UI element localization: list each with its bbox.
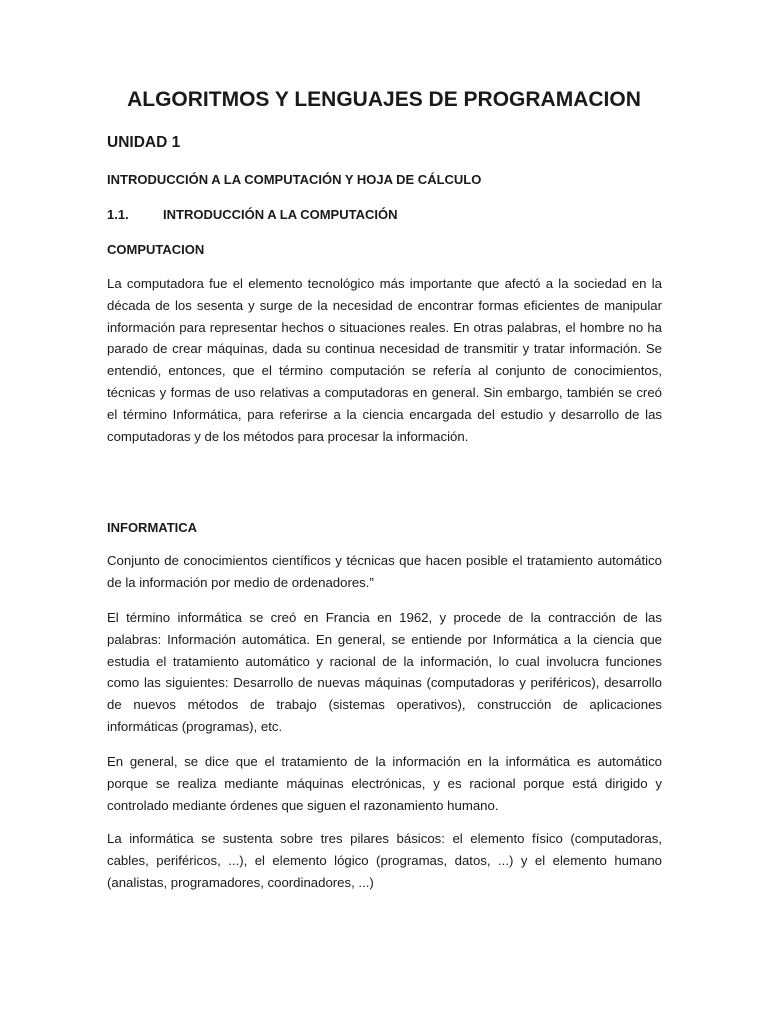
- informatica-paragraph-1: Conjunto de conocimientos científicos y técnicas que hacen posible el tratamiento automático de la información por medio de ordenadores.”: [107, 553, 662, 590]
- section-number: 1.1.: [107, 207, 129, 222]
- document-title: ALGORITMOS Y LENGUAJES DE PROGRAMACION: [127, 88, 641, 111]
- section-heading: [107, 207, 397, 222]
- informatica-paragraph-4: La informática se sustenta sobre tres pilares básicos: el elemento físico (computadoras, cables, periféricos, ...), el elemento lógico (programas, datos, ...) y el elemento humano (analistas, programadores, coordinadores, ...): [107, 831, 662, 890]
- computacion-heading: COMPUTACION: [107, 242, 205, 257]
- unit-subtitle: INTRODUCCIÓN A LA COMPUTACIÓN Y HOJA DE CÁLCULO: [107, 172, 482, 187]
- informatica-paragraph-2: El término informática se creó en Francia en 1962, y procede de la contracción de las palabras: Información automática. En general, se entiende por Informática a la ciencia que estudia el tratamiento automático y racional de la información, lo cual involucra funciones como las siguientes: Desarrollo de nuevas máquinas (computadoras y periféricos), desarrollo de nuevos métodos de trabajo (sistemas operativos), construcción de aplicaciones informáticas (programas), etc.: [107, 610, 662, 734]
- informatica-paragraph-3: En general, se dice que el tratamiento de la información en la informática es automático porque se realiza mediante máquinas electrónicas, y es racional porque está dirigido y controlado mediante órdenes que siguen el razonamiento humano.: [107, 754, 662, 813]
- unit-heading: UNIDAD 1: [107, 134, 181, 151]
- section-title: INTRODUCCIÓN A LA COMPUTACIÓN: [163, 207, 398, 222]
- informatica-heading: INFORMATICA: [107, 520, 198, 535]
- computacion-paragraph: La computadora fue el elemento tecnológico más importante que afectó a la sociedad en la década de los sesenta y surge de la necesidad de encontrar formas eficientes de manipular información para representar hechos o situaciones reales. En otras palabras, el hombre no ha parado de crear máquinas, dada su continua necesidad de transmitir y tratar información. Se entendió, entonces, que el término computación se refería al conjunto de conocimientos, técnicas y formas de uso relativas a computadoras en general. Sin embargo, también se creó el término Informática, para referirse a la ciencia encargada del estudio y desarrollo de las computadoras y de los métodos para procesar la información.: [107, 276, 662, 444]
